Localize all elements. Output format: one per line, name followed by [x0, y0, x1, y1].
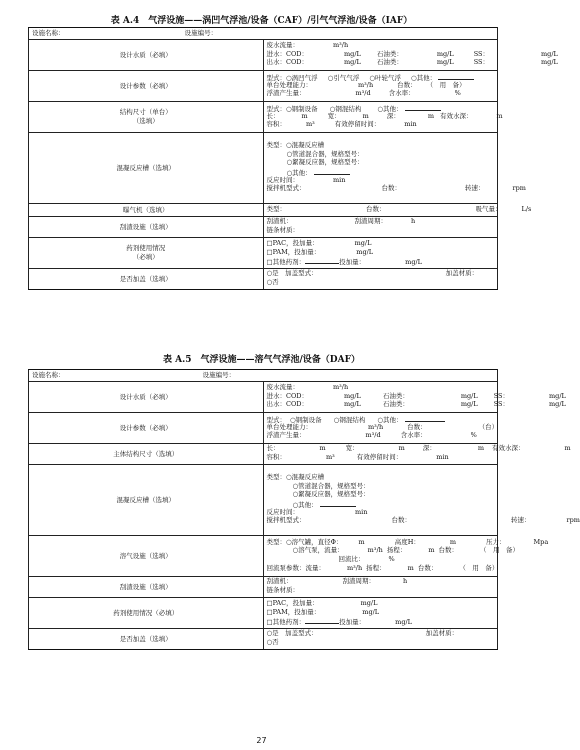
form-text: mg/L — [541, 49, 558, 58]
form-text: SS： — [473, 58, 489, 67]
form-text: mg/L — [460, 400, 478, 409]
form-text: L/s — [521, 205, 532, 214]
form-text: 有效水深： — [492, 444, 525, 453]
form-text: 石油类： — [382, 400, 409, 409]
form-text: mg/L — [436, 58, 454, 67]
table-row — [29, 629, 498, 650]
form-text: 吸气量： — [475, 205, 502, 214]
form-text: □PAC，投加量： — [266, 239, 319, 248]
form-text: 类型：○混凝反应槽 — [266, 141, 325, 150]
form-text: m³/h — [333, 383, 349, 392]
form-text: rpm — [512, 184, 526, 193]
other-blank[interactable] — [320, 500, 356, 507]
form-text: 投加量： — [339, 618, 366, 627]
form-text: 有效停留时间： — [356, 453, 403, 461]
form-text: ○絮凝反应器，规格型号： — [286, 158, 364, 167]
other-blank[interactable] — [405, 104, 441, 111]
form-text: 长： — [266, 444, 280, 453]
form-text: h — [411, 217, 416, 226]
form-text: SS： — [493, 400, 509, 409]
table-row — [29, 577, 498, 598]
form-text: 加盖材质： — [425, 629, 459, 638]
form-text: ○是 加盖型式： — [266, 269, 318, 278]
facility-name-label: 设施名称： — [32, 28, 65, 37]
table-row — [29, 40, 498, 71]
other-blank[interactable] — [314, 168, 350, 175]
other-chemical-blank[interactable] — [305, 617, 339, 624]
form-text: 压力： — [486, 537, 506, 546]
form-text: mg/L — [344, 400, 361, 409]
form-text: mg/L — [354, 239, 372, 248]
form-text: 深： — [386, 111, 400, 120]
form-text: m³/h — [347, 563, 363, 572]
form-text: 类型：○混凝反应槽 — [266, 473, 325, 482]
form-text: □PAM，投加量： — [266, 247, 321, 256]
form-text: 有效停留时间： — [334, 120, 381, 129]
form-text: ○其他： — [292, 501, 318, 509]
form-text: 类型： — [266, 205, 286, 214]
table-row — [29, 413, 498, 444]
form-text: （ 用 备） — [459, 563, 499, 572]
table-a5-title: 表 A.5 气浮设施——溶气气浮池/设备（DAF） — [163, 355, 360, 365]
form-text: m — [477, 444, 485, 453]
form-text: m³/h — [367, 546, 383, 555]
row-label: 药剂使用情况 （必填） — [29, 238, 264, 269]
form-text: Mpa — [533, 537, 549, 546]
table-row — [29, 238, 498, 269]
form-text: 转速： — [511, 516, 531, 525]
row-label: 混凝反应槽（选填） — [29, 465, 264, 536]
row-label: 设计水质（必填） — [29, 382, 264, 413]
table-row — [29, 444, 498, 465]
form-text: SS： — [473, 49, 489, 58]
form-text: min — [436, 453, 449, 461]
form-text: 类型：○溶气罐，直径Φ： — [266, 537, 343, 546]
form-text: m — [564, 444, 571, 453]
form-text: min — [404, 120, 417, 129]
row-label: 曝气机（选填） — [29, 204, 264, 217]
form-text: m — [427, 111, 435, 120]
form-text: ○其他： — [377, 416, 403, 425]
form-text: m — [449, 537, 457, 546]
row-label: 是否加盖（选填） — [29, 269, 264, 290]
form-text: m — [428, 546, 435, 555]
other-blank[interactable] — [438, 73, 474, 80]
form-text: rpm — [566, 516, 580, 525]
form-text: m³ — [326, 453, 335, 461]
form-text: 宽： — [327, 111, 341, 120]
form-text: SS： — [493, 391, 509, 400]
row-label: 刮渣设施（选填） — [29, 577, 264, 598]
form-text: 出水：COD： — [266, 400, 309, 409]
form-text: 出水：COD： — [266, 58, 309, 67]
form-text: ○絮凝反应器，规格型号： — [292, 490, 370, 499]
form-text: 回流比： — [338, 555, 365, 563]
form-text: 浮渣产生量： — [266, 431, 306, 440]
form-text: mg/L — [344, 49, 361, 58]
form-text: m — [496, 111, 503, 120]
form-text: 台数： — [381, 184, 401, 193]
form-text: mg/L — [362, 607, 380, 616]
form-text: ○钢混结构 — [333, 416, 366, 425]
form-text: ○其他： — [286, 169, 312, 177]
form-text: ○否 — [266, 638, 279, 646]
form-text: m — [319, 444, 326, 453]
form-text: 高度H： — [394, 537, 420, 546]
form-text: m — [301, 111, 308, 120]
form-text: 进水：COD： — [266, 49, 309, 58]
form-text: 链条材质： — [266, 586, 299, 594]
form-text: 刮渣机： — [266, 577, 293, 586]
form-text: mg/L — [541, 58, 558, 67]
form-text: （ 用 备） — [426, 80, 466, 89]
form-text: 链条材质： — [266, 226, 299, 234]
form-text: ○管道混合器，规格型号： — [286, 149, 364, 158]
form-text: 扬程： — [386, 546, 407, 555]
form-text: 进水：COD： — [266, 391, 309, 400]
row-label: 结构尺寸（单台） （选填） — [29, 102, 264, 133]
form-text: 石油类： — [382, 391, 409, 400]
form-text: mg/L — [405, 258, 422, 267]
form-text: 转速： — [465, 184, 485, 193]
form-text: mg/L — [356, 247, 374, 256]
form-text: 石油类： — [376, 58, 403, 67]
form-text: mg/L — [360, 599, 378, 608]
form-text: □PAC，投加量： — [266, 599, 319, 608]
form-text: 长： — [266, 111, 280, 120]
form-text: mg/L — [344, 58, 361, 67]
form-text: 型式：○涡凹气浮 — [266, 74, 318, 83]
table-a5 — [28, 369, 580, 650]
form-text: ○是 加盖型式： — [266, 629, 318, 638]
facility-number-label: 设施编号： — [202, 370, 236, 379]
form-text: 容积： — [266, 120, 286, 129]
form-text: 浮渣产生量： — [266, 89, 306, 98]
form-text: 搅拌机型式： — [266, 184, 306, 193]
form-text: ○溶气泵，流量： — [292, 546, 344, 555]
form-text: ○其他： — [411, 74, 437, 83]
table-row — [29, 370, 498, 382]
form-text: m³/h — [368, 422, 384, 431]
row-label: 设计水质（必填） — [29, 40, 264, 71]
form-text: 搅拌机型式： — [266, 516, 306, 525]
row-label: 设计参数（必填） — [29, 413, 264, 444]
form-text: 废水流量： — [266, 41, 299, 50]
table-row — [29, 382, 498, 413]
table-row — [29, 269, 498, 290]
table-a4 — [28, 27, 558, 290]
other-chemical-blank[interactable] — [305, 257, 339, 264]
form-text: ○管道混合器，规格型号： — [292, 481, 370, 490]
form-text: % — [470, 431, 477, 440]
table-row — [29, 133, 498, 204]
table-a4-title: 表 A.4 气浮设施——涡凹气浮池/设备（CAF）/引气气浮池/设备（IAF） — [110, 16, 413, 26]
table-row — [29, 102, 498, 133]
form-text: % — [454, 89, 461, 98]
form-text: m³/d — [355, 89, 371, 98]
form-text: ○钢制设备 — [290, 416, 322, 425]
form-text: 宽： — [345, 444, 359, 453]
form-text: 刮渣周期： — [354, 217, 387, 226]
form-text: （ 用 备） — [480, 546, 519, 555]
row-label: 药剂使用情况（必填） — [29, 598, 264, 629]
form-text: mg/L — [460, 391, 478, 400]
form-text: 型式： — [266, 416, 286, 425]
row-label: 主体结构尺寸（选填） — [29, 444, 264, 465]
form-text: 含水率： — [400, 431, 427, 440]
facility-number-label: 设施编号： — [184, 28, 218, 37]
form-text: 投加量： — [339, 258, 366, 267]
table-row — [29, 217, 498, 238]
row-label: 是否加盖（选填） — [29, 629, 264, 650]
table-row — [29, 465, 498, 536]
form-text: 石油类： — [376, 49, 403, 58]
form-text: m³/d — [365, 431, 381, 440]
form-text: mg/L — [549, 400, 566, 409]
form-text: □PAM，投加量： — [266, 607, 321, 616]
other-blank[interactable] — [405, 415, 445, 422]
table-row — [29, 204, 498, 217]
form-text: 加盖材质： — [445, 269, 479, 278]
row-label: 设计参数（必填） — [29, 71, 264, 102]
form-text: m — [398, 444, 405, 453]
table-row — [29, 536, 498, 577]
form-text: ○引气气浮 — [327, 74, 360, 83]
form-text: ○钢混结构 — [329, 105, 362, 114]
form-text: 含水率： — [388, 89, 415, 98]
form-text: 反应时间： — [266, 507, 299, 516]
form-text: m³ — [306, 120, 315, 129]
form-text: % — [388, 555, 395, 563]
form-text: mg/L — [436, 49, 454, 58]
row-label: 溶气设施（选填） — [29, 536, 264, 577]
form-text: 台数： — [407, 422, 427, 431]
page-number: 27 — [256, 736, 267, 745]
form-text: 台数： — [391, 516, 411, 525]
form-text: 台数： — [366, 205, 386, 214]
form-text: 刮渣周期： — [342, 577, 375, 586]
form-text: m — [407, 563, 414, 572]
form-text: 扬程： — [366, 563, 386, 572]
form-text: min — [355, 507, 368, 516]
form-text: 有效水深： — [440, 111, 473, 120]
form-text: 废水流量： — [266, 383, 299, 392]
form-text: min — [333, 175, 346, 184]
table-row — [29, 71, 498, 102]
form-text: mg/L — [344, 391, 361, 400]
table-row — [29, 598, 498, 629]
form-text: m³/h — [333, 41, 349, 50]
row-label: 刮渣设施（选填） — [29, 217, 264, 238]
form-text: 容积： — [266, 453, 286, 461]
form-text: h — [403, 577, 408, 586]
form-text: m — [362, 111, 369, 120]
form-text: 型式：○钢制设备 — [266, 105, 318, 114]
form-text: mg/L — [395, 618, 412, 627]
form-text: m — [358, 537, 365, 546]
form-text: ○叶轮气浮 — [369, 74, 402, 83]
table-row — [29, 28, 498, 40]
form-text: m³/h — [358, 80, 374, 89]
facility-name-label: 设施名称： — [32, 370, 65, 379]
form-text: 台数： — [397, 80, 417, 89]
form-text: 反应时间： — [266, 175, 299, 184]
form-text: （台） — [478, 422, 499, 431]
form-text: ○其他： — [377, 105, 403, 114]
form-text: 台数： — [438, 546, 458, 555]
form-text: 单台处理能力： — [266, 80, 312, 89]
form-text: 刮渣机： — [266, 217, 293, 226]
form-text: □其他药剂： — [266, 258, 306, 267]
form-text: 单台处理能力： — [266, 422, 312, 431]
form-text: 深： — [422, 444, 436, 453]
form-text: □其他药剂： — [266, 618, 306, 627]
form-text: mg/L — [549, 391, 566, 400]
form-text: 回流泵参数：流量： — [266, 563, 325, 572]
row-label: 混凝反应槽（选填） — [29, 133, 264, 204]
form-text: 台数： — [417, 563, 438, 572]
form-text: ○否 — [266, 278, 279, 286]
